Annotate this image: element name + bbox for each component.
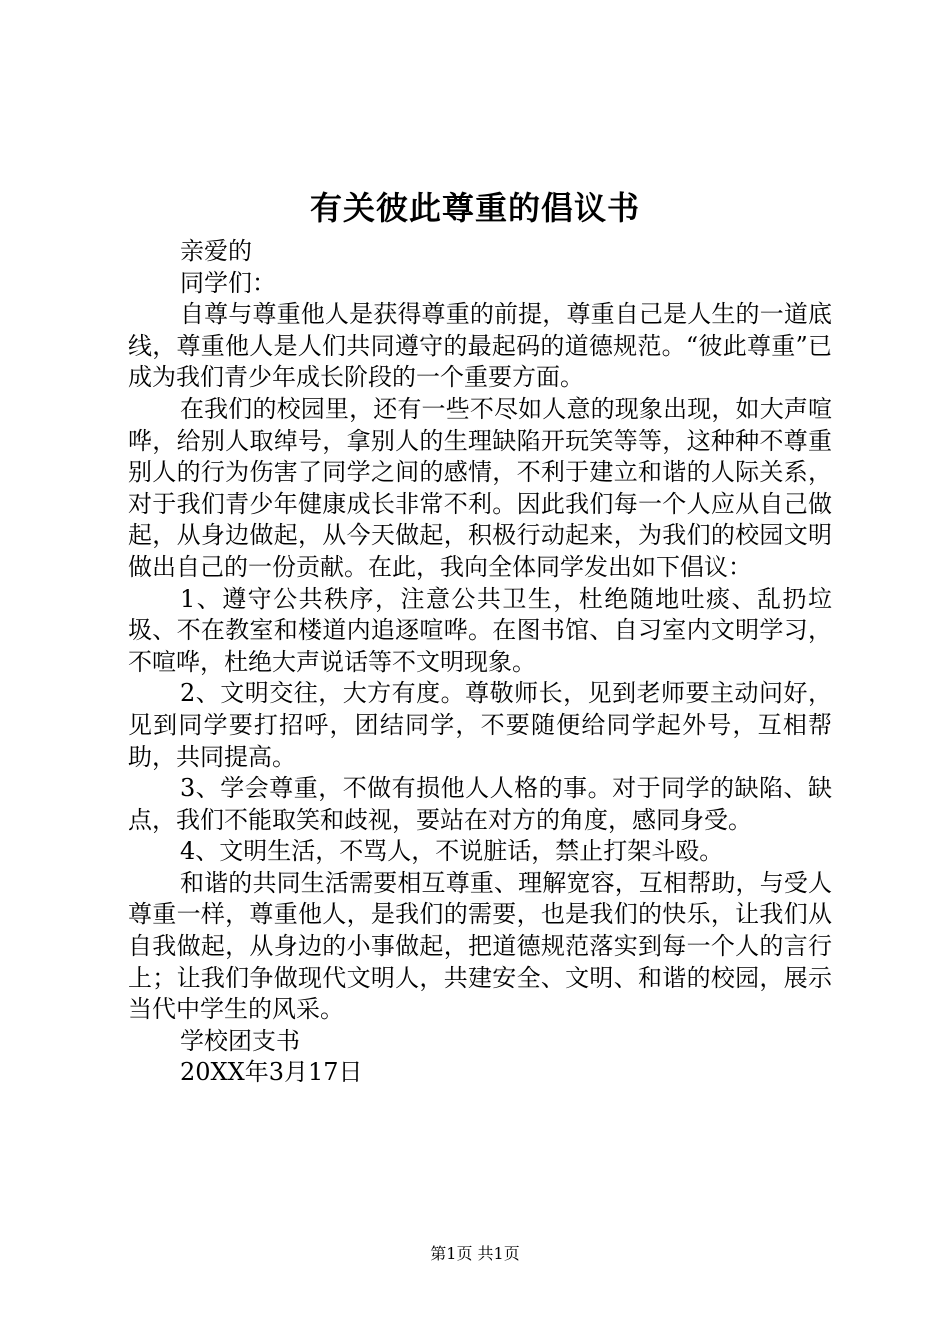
date: 20XX年3月17日 — [180, 1058, 363, 1087]
salutation-line-2: 同学们： — [180, 268, 276, 297]
paragraph-5: 3、学会尊重，不做有损他人人格的事。对于同学的缺陷、缺点，我们不能取笑和歧视，要站在对方的角度，感同身受。 — [128, 774, 832, 834]
paragraph-7: 和谐的共同生活需要相互尊重、理解宽容，互相帮助，与受人尊重一样，尊重他人，是我们的需要，也是我们的快乐，让我们从自我做起，从身边的小事做起，把道德规范落实到每一个人的言行上；让我们争做现代文明人，共建安全、文明、和谐的校园，展示当代中学生的风采。 — [128, 868, 832, 1024]
paragraph-4: 2、文明交往，大方有度。尊敬师长，见到老师要主动问好，见到同学要打招呼，团结同学，不要随便给同学起外号，互相帮助，共同提高。 — [128, 679, 832, 771]
paragraph-3: 1、遵守公共秩序，注意公共卫生，杜绝随地吐痰、乱扔垃圾、不在教室和楼道内追逐喧哗。在图书馆、自习室内文明学习，不喧哗，杜绝大声说话等不文明现象。 — [128, 584, 832, 676]
document-title: 有关彼此尊重的倡议书 — [309, 189, 640, 227]
page-footer: 第1页 共1页 — [430, 1244, 520, 1263]
paragraph-1: 自尊与尊重他人是获得尊重的前提，尊重自己是人生的一道底线，尊重他人是人们共同遵守的最起码的道德规范。“彼此尊重”已成为我们青少年成长阶段的一个重要方面。 — [128, 300, 832, 392]
paragraph-2: 在我们的校园里，还有一些不尽如人意的现象出现，如大声喧哗，给别人取绰号，拿别人的生理缺陷开玩笑等等，这种种不尊重别人的行为伤害了同学之间的感情，不利于建立和谐的人际关系，对于我们青少年健康成长非常不利。因此我们每一个人应从自己做起，从身边做起，从今天做起，积极行动起来，为我们的校园文明做出自己的一份贡献。在此，我向全体同学发出如下倡议： — [128, 394, 832, 581]
document-body — [128, 236, 832, 1089]
salutation-line-1: 亲爱的 — [180, 237, 252, 265]
paragraph-6: 4、文明生活，不骂人，不说脏话，禁止打架斗殴。 — [180, 837, 724, 866]
signature: 学校团支书 — [180, 1026, 300, 1055]
